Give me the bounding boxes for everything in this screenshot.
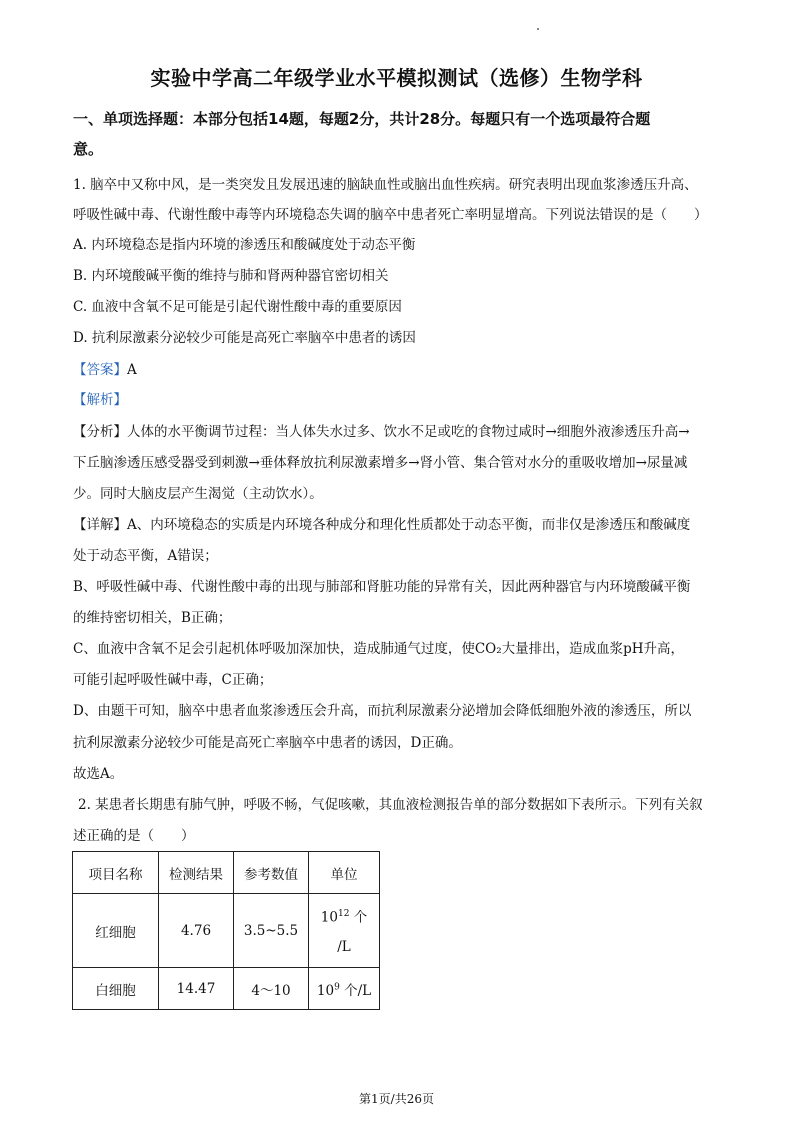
row-rbc-unit [309, 894, 380, 968]
q1-fenxi-line1 [73, 420, 690, 440]
q1-conclusion: 故选A。 [73, 766, 124, 782]
q1-xiangjie-line1 [73, 513, 690, 533]
row-rbc-name: 红细胞 [73, 894, 159, 968]
unit-suffix-2: /L [337, 939, 351, 956]
unit-base: 10 [316, 982, 335, 999]
q1-xiangjie-d2: 抗利尿激素分泌较少可能是高死亡率脑卒中患者的诱因，D正确。 [73, 735, 462, 751]
answer-value: A [127, 362, 137, 378]
table-header-row [73, 852, 380, 894]
q1-analysis [73, 388, 127, 408]
fenxi-text-1: 人体的水平衡调节过程：当人体失水过多、饮水不足或吃的食物过咸时→细胞外液渗透压升高→ [127, 424, 690, 440]
row-wbc-name: 白细胞 [73, 968, 159, 1010]
q1-xiangjie-a2: 处于动态平衡，A错误； [73, 548, 218, 564]
row-wbc-reference: 4～10 [234, 968, 309, 1010]
q1-xiangjie-d1: D、由题干可知，脑卒中患者血浆渗透压会升高，而抗利尿激素分泌增加会降低细胞外液的渗透压，所以 [73, 703, 692, 719]
row-rbc-reference: 3.5~5.5 [234, 894, 309, 968]
q1-xiangjie-b1: B、呼吸性碱中毒、代谢性酸中毒的出现与肺部和肾脏功能的异常有关，因此两种器官与内环境酸碱平衡 [73, 579, 691, 595]
q1-answer [73, 358, 137, 378]
page-footer: 第1页/共26页 [359, 1092, 434, 1106]
unit-suffix: 个/L [344, 982, 372, 999]
row-wbc-result: 14.47 [159, 968, 234, 1010]
q2-stem-line2: 述正确的是（ ） [73, 828, 195, 844]
analysis-tag: 【解析】 [73, 392, 127, 408]
q2-stem-line1: 2. 某患者长期患有肺气肿，呼吸不畅，气促咳嗽，其血液检测报告单的部分数据如下表所示。下列有关叙 [78, 797, 703, 813]
section-heading [73, 104, 723, 164]
q1-option-c: C. 血液中含氧不足可能是引起代谢性酸中毒的重要原因 [73, 299, 402, 315]
exam-title: 实验中学高二年级学业水平模拟测试（选修）生物学科 [150, 66, 643, 90]
header-unit: 单位 [309, 852, 380, 894]
blood-test-table [72, 851, 380, 1010]
unit-base: 10 [320, 909, 338, 926]
q1-stem-line1: 1. 脑卒中又称中风，是一类突发且发展迅速的脑缺血性或脑出血性疾病。研究表明出现血浆渗透压升高、 [73, 177, 698, 193]
header-result: 检测结果 [159, 852, 234, 894]
unit-suffix: 个 [353, 909, 368, 926]
q1-stem-line2: 呼吸性碱中毒、代谢性酸中毒等内环境稳态失调的脑卒中患者死亡率明显增高。下列说法错误的是（ ） [73, 207, 708, 223]
header-item-name: 项目名称 [73, 852, 159, 894]
row-wbc-unit [309, 968, 380, 1010]
xiangjie-tag: 【详解】 [73, 517, 127, 533]
q1-option-b: B. 内环境酸碱平衡的维持与肺和肾两种器官密切相关 [73, 268, 389, 284]
answer-tag: 【答案】 [73, 362, 127, 378]
q1-fenxi-line2: 下丘脑渗透压感受器受到刺激→垂体释放抗利尿激素增多→肾小管、集合管对水分的重吸收增加→尿量减 [73, 455, 688, 471]
unit-exponent: 12 [337, 908, 350, 919]
section-heading-line2: 意。 [73, 140, 104, 158]
q1-option-d: D. 抗利尿激素分泌较少可能是高死亡率脑卒中患者的诱因 [73, 330, 416, 346]
header-reference: 参考数值 [234, 852, 309, 894]
table-row [73, 968, 380, 1010]
xiangjie-a-1: A、内环境稳态的实质是内环境各种成分和理化性质都处于动态平衡，而非仅是渗透压和酸碱度 [127, 517, 691, 533]
row-rbc-result: 4.76 [159, 894, 234, 968]
q1-xiangjie-c1: C、血液中含氧不足会引起机体呼吸加深加快，造成肺通气过度，使CO₂大量排出，造成血浆pH升高， [73, 641, 685, 657]
section-heading-line1: 一、单项选择题：本部分包括14题，每题2分，共计28分。每题只有一个选项最符合题 [73, 110, 651, 128]
fenxi-tag: 【分析】 [73, 424, 127, 440]
q1-xiangjie-b2: 的维持密切相关，B正确； [73, 610, 232, 626]
q1-xiangjie-c2: 可能引起呼吸性碱中毒，C正确； [73, 672, 273, 688]
unit-exponent: 9 [334, 982, 340, 992]
scan-dot [537, 28, 539, 30]
q1-fenxi-line3: 少。同时大脑皮层产生渴觉（主动饮水）。 [73, 486, 323, 502]
q1-option-a: A. 内环境稳态是指内环境的渗透压和酸碱度处于动态平衡 [73, 237, 416, 253]
table-row [73, 894, 380, 968]
